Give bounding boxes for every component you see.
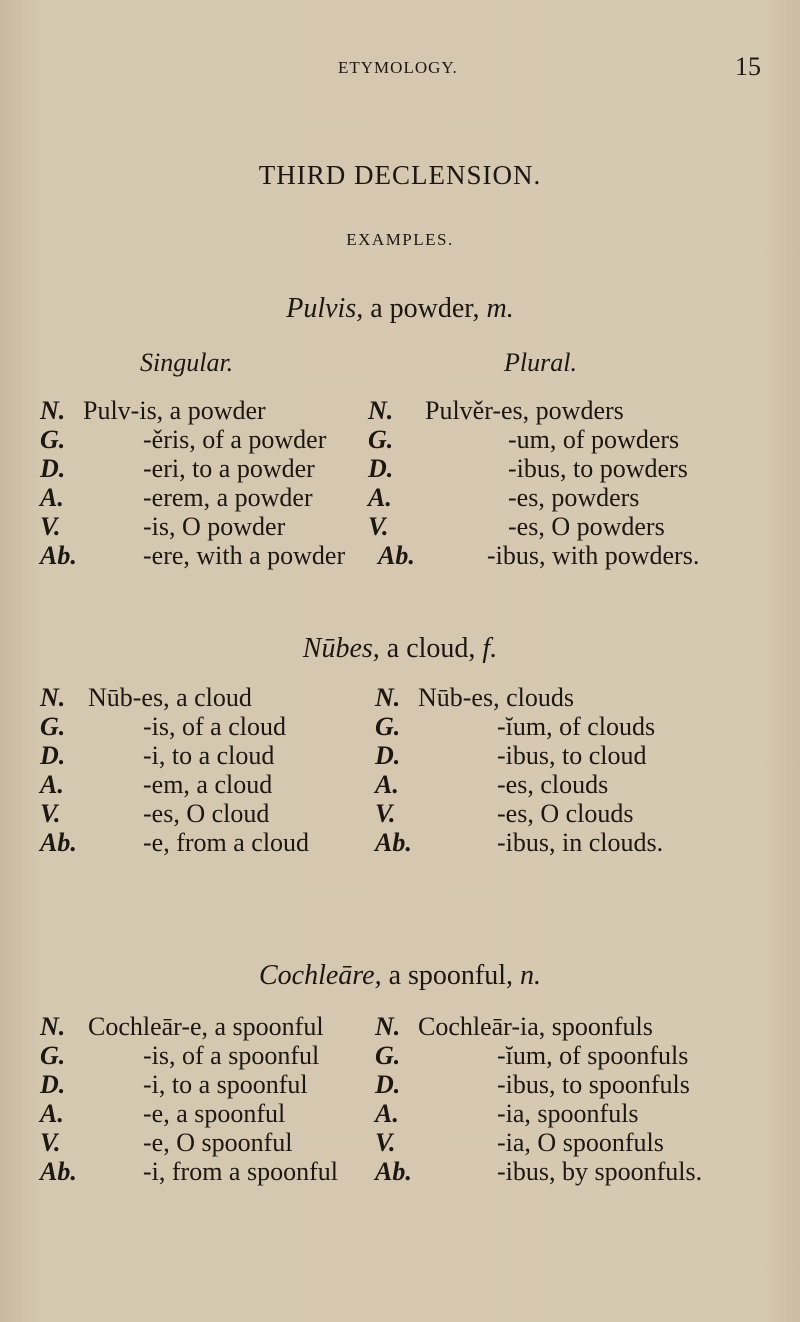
case-label: G. (40, 712, 66, 741)
case-label: V. (40, 512, 61, 541)
singular-form: -i, to a cloud (143, 741, 275, 770)
case-label: Ab. (40, 828, 77, 857)
page-number: 15 (735, 52, 761, 81)
plural-form: -es, powders (508, 483, 640, 512)
noun-gender: n. (520, 960, 542, 991)
noun-word: Cochleāre, (258, 960, 382, 991)
singular-form: -e, a spoonful (143, 1099, 286, 1128)
singular-form: -e, O spoonful (143, 1128, 293, 1157)
case-label: A. (40, 770, 64, 799)
case-label: V. (40, 799, 61, 828)
running-title: ETYMOLOGY. (338, 58, 458, 77)
case-label: N. (40, 1012, 66, 1041)
noun-gender: m. (486, 293, 514, 324)
plural-form: -ia, spoonfuls (497, 1099, 639, 1128)
case-label: A. (368, 483, 392, 512)
table-row (0, 541, 800, 575)
plural-form: -ibus, in clouds. (497, 828, 664, 857)
case-label: N. (368, 396, 394, 425)
plural-form: -ibus, with powders. (487, 541, 700, 570)
noun-meaning: a cloud, (379, 633, 483, 664)
case-label: Ab. (378, 541, 415, 570)
singular-form: -is, of a spoonful (143, 1041, 320, 1070)
case-label: G. (375, 1041, 401, 1070)
singular-form: -erem, a powder (143, 483, 313, 512)
noun-word: Nūbes, (302, 633, 380, 664)
plural-form: Nūb-es, clouds (418, 683, 574, 712)
case-label: G. (375, 712, 401, 741)
case-label: Ab. (375, 828, 412, 857)
case-label: V. (375, 799, 396, 828)
plural-form: -es, O powders (508, 512, 665, 541)
running-head (0, 52, 800, 82)
case-label: N. (40, 396, 66, 425)
case-label: A. (40, 483, 64, 512)
singular-form: Pulv-is, a powder (83, 396, 266, 425)
plural-form: Cochleār-ia, spoonfuls (418, 1012, 653, 1041)
singular-form: -eri, to a powder (143, 454, 315, 483)
noun-gender: f. (482, 633, 498, 664)
plural-form: -ĭum, of spoonfuls (497, 1041, 689, 1070)
case-label: Ab. (40, 1157, 77, 1186)
singular-form: Cochleār-e, a spoonful (88, 1012, 324, 1041)
singular-form: -i, to a spoonful (143, 1070, 308, 1099)
case-label: G. (368, 425, 394, 454)
plural-form: -ĭum, of clouds (497, 712, 656, 741)
case-label: A. (40, 1099, 64, 1128)
case-label: A. (375, 770, 399, 799)
case-label: N. (375, 683, 401, 712)
case-label: Ab. (375, 1157, 412, 1186)
noun-title-pulvis (0, 293, 800, 325)
case-label: D. (375, 741, 401, 770)
plural-form: -um, of powders (508, 425, 680, 454)
plural-form: Pulvěr-es, powders (425, 396, 624, 425)
case-label: D. (375, 1070, 401, 1099)
plural-heading: Plural. (504, 348, 577, 377)
case-label: N. (375, 1012, 401, 1041)
singular-form: -ere, with a powder (143, 541, 346, 570)
plural-form: -ia, O spoonfuls (497, 1128, 664, 1157)
case-label: Ab. (40, 541, 77, 570)
singular-form: -is, of a cloud (143, 712, 286, 741)
section-title: THIRD DECLENSION. (258, 160, 542, 190)
table-row (0, 1157, 800, 1191)
plural-form: -es, clouds (497, 770, 609, 799)
singular-form: -em, a cloud (143, 770, 273, 799)
noun-word: Pulvis, (286, 293, 364, 324)
noun-meaning: a spoonful, (381, 960, 521, 991)
singular-form: -ěris, of a powder (143, 425, 327, 454)
case-label: D. (40, 454, 66, 483)
plural-form: -ibus, by spoonfuls. (497, 1157, 703, 1186)
examples-subheading: EXAMPLES. (346, 230, 454, 249)
case-label: V. (40, 1128, 61, 1157)
noun-meaning: a powder, (363, 293, 487, 324)
singular-form: -e, from a cloud (143, 828, 310, 857)
noun-title-cochleare (0, 960, 800, 992)
table-row (0, 828, 800, 862)
singular-heading: Singular. (140, 348, 234, 377)
singular-form: Nūb-es, a cloud (88, 683, 252, 712)
case-label: D. (368, 454, 394, 483)
case-label: V. (368, 512, 389, 541)
case-label: D. (40, 741, 66, 770)
plural-form: -ibus, to spoonfuls (497, 1070, 690, 1099)
plural-form: -es, O clouds (497, 799, 634, 828)
singular-form: -es, O cloud (143, 799, 270, 828)
case-label: G. (40, 1041, 66, 1070)
case-label: N. (40, 683, 66, 712)
singular-form: -i, from a spoonful (143, 1157, 338, 1186)
plural-form: -ibus, to cloud (497, 741, 647, 770)
case-label: V. (375, 1128, 396, 1157)
noun-title-nubes (0, 633, 800, 665)
case-label: G. (40, 425, 66, 454)
case-label: A. (375, 1099, 399, 1128)
plural-form: -ibus, to powders (508, 454, 688, 483)
case-label: D. (40, 1070, 66, 1099)
singular-form: -is, O powder (143, 512, 286, 541)
